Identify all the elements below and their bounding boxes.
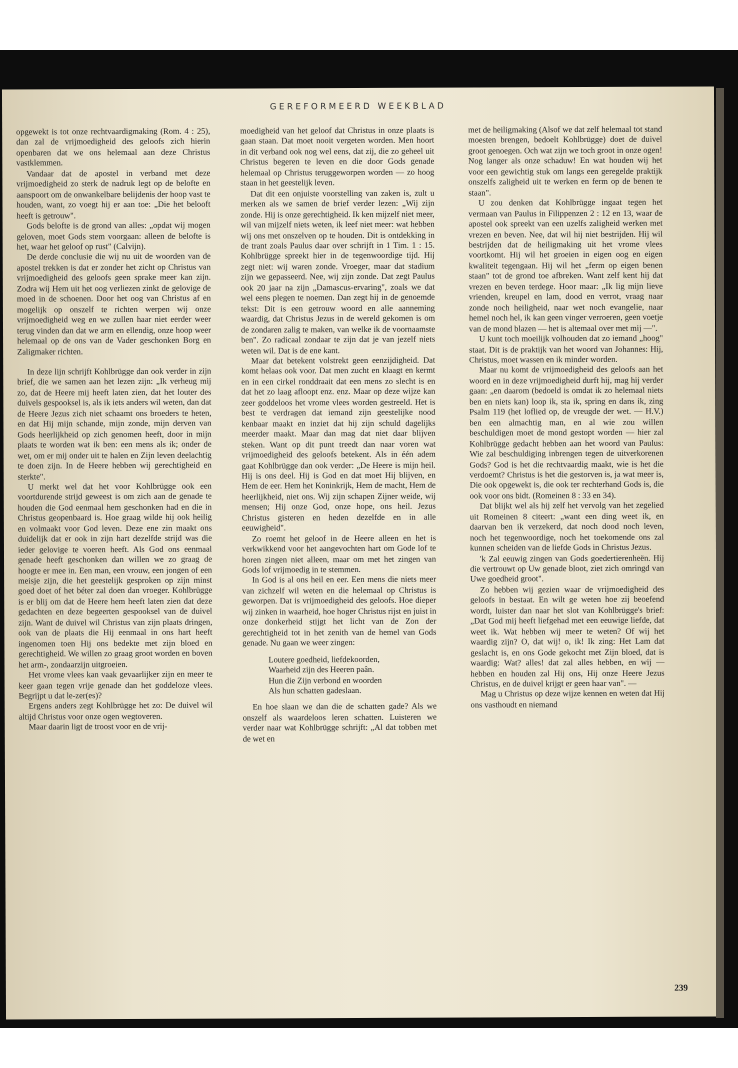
paragraph: Mag u Christus op deze wijze kennen en weten dat Hij ons vasthoudt en niemand — [470, 689, 665, 710]
paragraph: U kunt toch moeilijk volhouden dat zo iemand „hoog" staat. Dit is de praktijk van het woord van Johannes: Hij, Christus, moet wassen en ik minder worden. — [469, 333, 664, 365]
paragraph: met de heiligmaking (Alsof we dat zelf helemaal tot stand moesten brengen, bedoelt Kohlbrügge) doet de duivel groot genoegen. Och wat zijn we toch groot in onze ogen! Nog langer als onze schaduw! En wat houden wij het voor een gewichtig stuk om langs een geregelde praktijk onszelfs zaligheid uit te werken en ferm op de benen te staan". — [468, 124, 663, 198]
paragraph: Ergens anders zegt Kohlbrügge het zo: De duivel wil altijd Christus voor onze ogen wegtoveren. — [18, 701, 213, 722]
paragraph: Dat blijkt wel als hij zelf het vervolg van het zegelied uit Romeinen 8 citeert: „want een ding weet ik, en daarvan ben ik verzekerd, dat noch dood noch leven, noch het tegenwoordige, noch het toekomende ons zal kunnen scheiden van de liefde Gods in Christus Jezus. — [469, 500, 664, 553]
paragraph: Gods belofte is de grond van alles: „opdat wij mogen geloven, moet Gods stem voorgaan: alleen de belofte is het, waar het geloof op rust" (Calvijn). — [16, 220, 211, 252]
paragraph: Maar daarin ligt de troost voor en de vrij- — [28, 722, 168, 732]
paragraph: moedigheid van het geloof dat Christus in onze plaats is gaan staan. Dat moet nooit vergeten worden. Men hoort in dit verband ook nog wel eens, dat zij, die zo geheel uit Christus begeren te leven en die door Gods genade helemaal op Christus teruggeworpen worden — zo hoog staan in het geestelijk leven. — [240, 125, 435, 188]
paragraph: Vandaar dat de apostel in verband met deze vrijmoedigheid zo sterk de nadruk legt op de belofte en aanspoort om de onwankelbare belijdenis der hoop vast te houden, want, zo voegt hij er aan toe: „Die het belooft heeft is getrouw". — [16, 168, 211, 221]
text-column-2 — [240, 126, 437, 745]
paragraph: De derde conclusie die wij nu uit de woorden van de apostel trekken is dat er zonder het zicht op Christus van vrijmoedigheid des geloofs geen sprake meer kan zijn. Zodra wij Hem uit het oog verliezen zinkt de gelovige de moed in de schoenen. Door het oog van Christus af en mogelijk op onszelf te richten werpen wij onze vrijmoedigheid weg en we zullen haar niet eerder weer terug vinden dan dat we arm en ellendig, onze hoop weer helemaal op de ons van de Vader geschonken Borg en Zaligmaker richten. — [16, 252, 212, 357]
paragraph: Dat dit een onjuiste voorstelling van zaken is, zult u merken als we samen de brief verder lezen: „Wij zijn zonde. Hij is onze gerechtigheid. Ik ken mijzelf niet meer, wil van mijzelf niets weten, ik leef niet meer: wat hebben wij ons met onszelven op te houden. Dit is ontdekking in de trant zoals Paulus daar over schrijft in 1 Tim. 1 : 15. Kohlbrügge spreekt hier in de tegenwoordige tijd. Hij zegt niet: wij waren zonde. Vroeger, maar dat stadium zijn we gepasseerd. Nee, wij zijn zonde. Dat zegt Paulus ook 20 jaar na zijn „Damascus-ervaring", zoals we dat wel eens plegen te noemen. Dan zegt hij in de genoemde tekst: Dit is een getrouw woord en alle aanneming waardig, dat Christus Jezus in de wereld gekomen is om de zondaren zalig te maken, van welke ik de voornaamste ben". Zo radicaal zondaar te zijn dat je van jezelf niets weten wil. Dat is de ene kant. — [240, 188, 436, 356]
paragraph: Maar dat betekent volstrekt geen eenzijdigheid. Dat komt helaas ook voor. Dat men zucht en klaagt en kermt en in een cirkel ronddraait dat een mens zo slecht is en dat het zo laag afloopt enz. enz. Maar op deze wijze kan zeer goddeloos het vrome vlees worden gestreeld. Het is best te verdragen dat iemand zijn geestelijke nood kenbaar maakt en inziet dat hij zijn schuld dagelijks meerder maakt. Maar dan mag dat niet daar blijven steken. Want op dit punt treedt dan naar voren wat vrijmoedigheid des geloofs betekent. Als in één adem gaat Kohlbrügge dan ook verder: „De Heere is mijn heil. Hij is ons deel. Hij is God en dat moet Hij blijven, en Hem de eer. Hem het Koninkrijk, Hem de macht, Hem de heerlijkheid, niet ons. Wij zijn schapen Zijner weide, wij mensen; Hij onze God, onze hope, ons heil. Jezus Christus gisteren en heden dezelfde en in alle eeuwigheid". — [241, 355, 436, 533]
paragraph: Maar nu komt de vrijmoedigheid des geloofs aan het woord en in deze vrijmoedigheid durft hij, mag hij verder gaan: „en daarom (bedoeld is omdat ik zo helemaal niets ben en niets kan) loop ik, sta ik, spring en dans ik, zing Psalm 119 (het loflied op, de vreugde der wet. — H.V.) ben een almachtig man, en al wie zou willen beschuldigen moet de mond gestopt worden — hier zal Kohlbrügge gedacht hebben aan het woord van Paulus: Wie zal beschuldiging inbrengen tegen de uitverkorenen Gods? God is het die rechtvaardig maakt, wie is het die verdoemt? Christus is het die gestorven is, ja wat meer is, Die ook opgewekt is, die ook ter rechterhand Gods is, die ook voor ons bidt. (Romeinen 8 : 33 en 34). — [469, 365, 664, 501]
hymn-verse: Loutere goedheid, liefdekoorden, Waarheid zijn des Heeren paân. Hun die Zijn verbond en woorden Als hun schatten gadeslaan. — [268, 654, 382, 696]
paragraph: Het vrome vlees kan vaak gevaarlijker zijn en meer te keer gaan tegen vrije genade dan het goddeloze vlees. Begrijpt u dat le-zer(es)? — [18, 669, 213, 701]
paragraph: In God is al ons heil en eer. Een mens die niets meer van zichzelf wil weten en die helemaal op Christus is geworpen. Dat is vrijmoedigheid des geloofs. Hoe dieper wij zinken in waarheid, hoe hoger Christus rijst en juist in onze donkerheid stijgt het licht van de Zon der gerechtigheid tot in het zenith van de hemel van Gods genade. Nu gaan we weer zingen: — [242, 575, 437, 648]
paragraph: Zo roemt het geloof in de Heere alleen en het is verkwikkend voor het aangevochten hart om Gode lof te horen zingen niet alleen, maar om met het zingen van Gods lof vrijmoedig in te stemmen. — [241, 533, 437, 575]
page-number: 239 — [674, 982, 688, 993]
paragraph: Zo hebben wij gezien waar de vrijmoedigheid des geloofs in bestaat. En wilt ge weten hoe zij beoefend wordt, luister dan naar het slot van Kohlbrügge's brief: „Dat God mij heeft liefgehad met een eeuwige liefde, dat weet ik. Wat hebben wij meer te weten? Of wij het waardig zijn? O, dat wij! o, ik! Ik zing: Het Lam dat geslacht is, en ons Gode gekocht met Zijn bloed, dat is waardig: Wat? alles! dat zal alles hebben, en wij — hebben en houden zal Hij ons, Hij onze Heere Jezus Christus, en de duivel krijgt er geen haar van". — — [470, 584, 665, 689]
paragraph: opgewekt is tot onze rechtvaardigmaking (Rom. 4 : 25), dan zal de vrijmoedigheid des geloofs zich hierin openbaren dat we ons helemaal aan deze Christus vastklemmen. — [16, 126, 211, 168]
running-header: GEREFORMEERD WEEKBLAD — [269, 101, 447, 113]
paragraph: U merkt wel dat het voor Kohlbrügge ook een voortdurende strijd geweest is om zich aan de genade te houden die God eenmaal hem geschonken had en die in Christus geopenbaard is. Hoe graag wilde hij ook heilig en volmaakt voor God leven. Deze ene zin maakt ons duidelijk dat er ook in zijn hart dezelfde strijd was die ieder gelovige te voeren heeft. Als God ons eenmaal genade heeft geschonken dan willen we zo graag de hoogte er mee in. Een man, een vrouw, een jongen of een meisje zijn, die het geestelijk gesproken op zijn minst goed doet of het béter zal doen dan vroeger. Kohlbrügge is er blij om dat de Heere hem heeft laten zien dat deze gedachten en deze begeerten gespooksel van de duivel zijn. Want de duivel wil Christus van zijn plaats dringen, ook van de plaats die Hij eenmaal in ons hart heeft ingenomen toen Hij ons bedekte met zijn bloed en gerechtigheid. We willen zo graag groot worden en boven het arm-, zondaarzijn uitgroeien. — [17, 481, 213, 670]
magazine-page — [2, 86, 718, 1019]
page-edge — [716, 88, 724, 1018]
paragraph: U zou denken dat Kohlbrügge ingaat tegen het vermaan van Paulus in Filippenzen 2 : 12 en 13, waar de apostel ook spreekt van een uzelfs zaligheid werken met vrezen en beven. Nee, dat wil hij niet bestrijden. Hij wil bestrijden dat de heiligmaking uit het vrome vlees voortkomt. Hij wil het groeien in eigen oog en eigen kwaliteit tegengaan. Hij wil het „ferm op eigen benen staan" tot de grond toe afbreken. Want zelf kent hij dat vrezen en beven terdege. Hoor maar: „Ik lig mijn lieve vrienden, kreupel en lam, dood en verrot, vraag naar zonde noch heiligheid, naar wet noch evangelie, naar hemel noch hel, ik kan geen vinger verroeren, geen voetje van de mond blazen — het is altemaal over met mij —". — [468, 197, 663, 334]
paragraph: 'k Zal eeuwig zingen van Gods goedertierenheën. Hij die vertrouwt op Uw genade bloot, ziet zich omringd van Uwe goedheid groot". — [470, 553, 665, 585]
paragraph: En hoe slaan we dan die de schatten gade? Als we onszelf als waardeloos leren schatten. Luisteren we verder naar wat Kohlbrügge schrijft: „Al dat tobben met de wet en — [242, 702, 437, 744]
text-column-1 — [16, 127, 213, 734]
paragraph: In deze lijn schrijft Kohlbrügge dan ook verder in zijn brief, die we samen aan het lezen zijn: „Ik verheug mij zo, dat de Heere mij heeft laten zien, dat het louter des duivels gespooksel is, als ik iets anders wil weten, dan dat de Heere Jezus zich niet schaamt ons broeders te heten, en dat Hij mijn schande, mijn zonde, mijn derven van Gods heerlijkheid op zich genomen heeft, door in mijn plaats te worden wat ik ben: een mens als ik; onder de wet, om er mij onder uit te halen en Zijn leven deelachtig te doen zijn. In de Heere hebben wij gerechtigheid en sterkte". — [17, 366, 212, 481]
text-column-3 — [468, 125, 665, 711]
